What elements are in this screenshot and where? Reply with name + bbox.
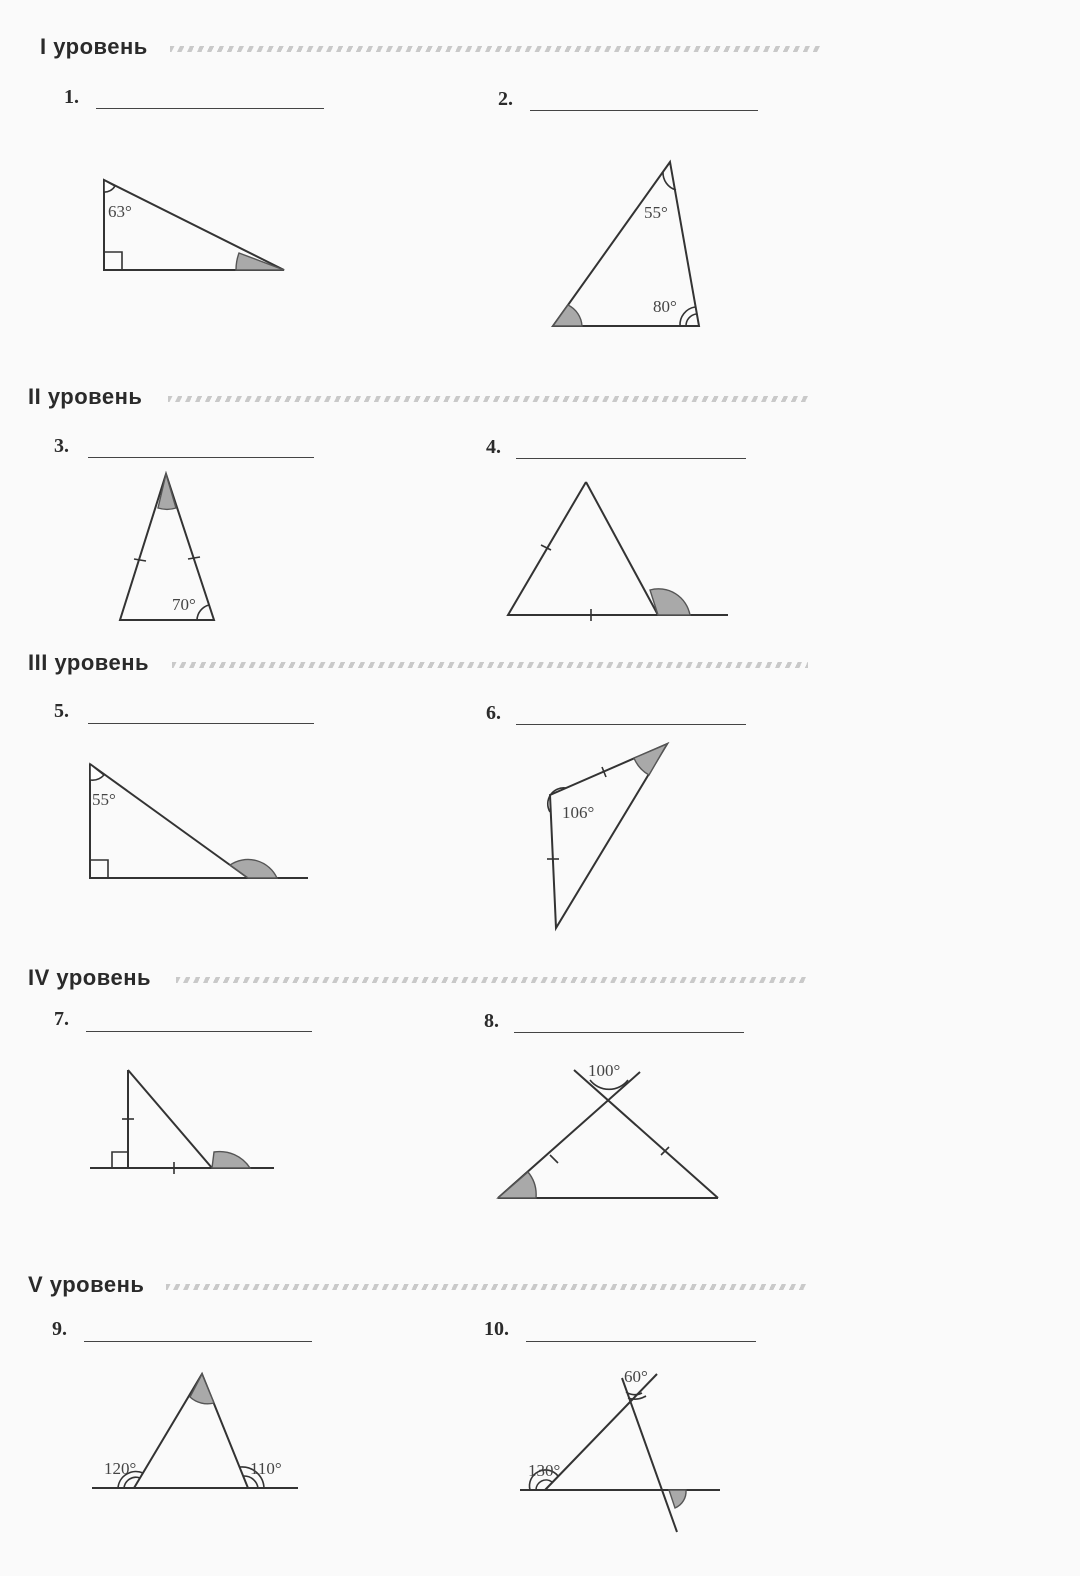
figure-2-angle-label-top: 55° — [644, 203, 668, 222]
problem-8-number: 8. — [484, 1010, 499, 1032]
level-3-header: III уровень — [28, 650, 150, 675]
figure-6-angle-label: 106° — [562, 803, 595, 822]
problem-3-number: 3. — [54, 435, 69, 457]
figure-5-triangle — [90, 764, 308, 878]
figure-9-angle-label-left: 120° — [104, 1459, 137, 1478]
problem-9-number: 9. — [52, 1318, 67, 1340]
problem-6-number: 6. — [486, 702, 501, 724]
level-5-header: V уровень — [28, 1272, 145, 1297]
problem-7-number: 7. — [54, 1008, 69, 1030]
figure-5-angle-label: 55° — [92, 790, 116, 809]
figure-4-triangle — [508, 482, 728, 621]
level-2-header: II уровень — [28, 384, 143, 409]
figure-9-angle-label-right: 110° — [250, 1459, 282, 1478]
figure-2-angle-label-bottom: 80° — [653, 297, 677, 316]
problem-4-number: 4. — [486, 436, 501, 458]
figure-9-triangle — [92, 1374, 298, 1488]
problem-1-number: 1. — [64, 86, 79, 108]
figure-2-triangle — [553, 162, 699, 326]
figure-10-angle-label-top: 60° — [624, 1367, 648, 1386]
figure-6-triangle — [547, 744, 667, 928]
problem-5-number: 5. — [54, 700, 69, 722]
problem-2-number: 2. — [498, 88, 513, 110]
figure-8-triangle — [498, 1061, 718, 1198]
figure-7-triangle — [90, 1070, 274, 1174]
level-1-header: I уровень — [40, 34, 148, 59]
figure-1-triangle — [104, 180, 284, 270]
figure-3-angle-label: 70° — [172, 595, 196, 614]
figure-3-triangle — [120, 474, 214, 620]
problem-10-number: 10. — [484, 1318, 509, 1340]
level-4-header: IV уровень — [28, 965, 152, 990]
figure-8-angle-label: 100° — [588, 1061, 621, 1080]
figure-10-triangle — [520, 1367, 720, 1532]
figure-10-angle-label-left: 130° — [528, 1461, 561, 1480]
figure-1-angle-label: 63° — [108, 202, 132, 221]
